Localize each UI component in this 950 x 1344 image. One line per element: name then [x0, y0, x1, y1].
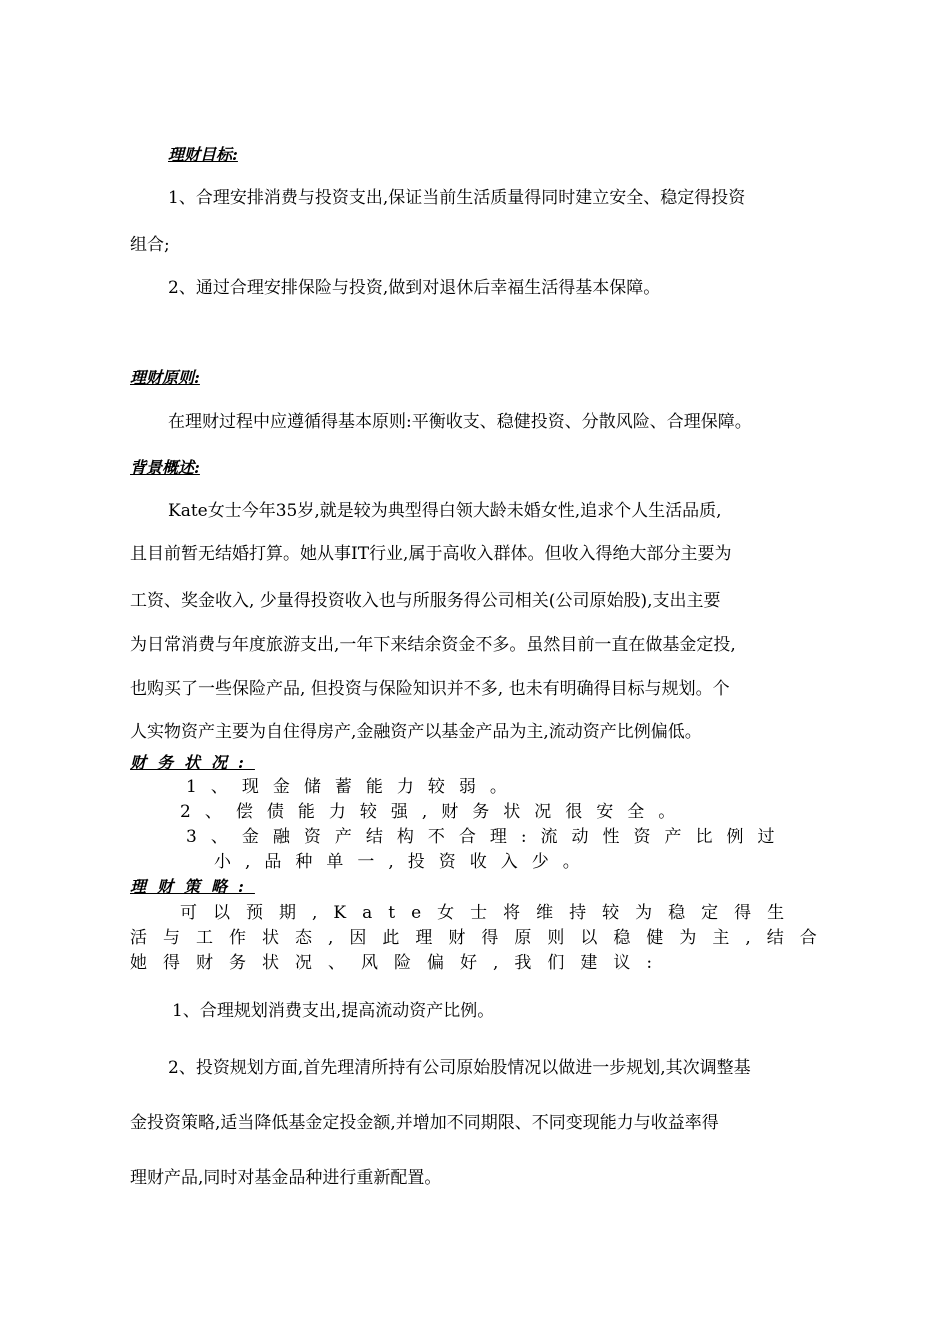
- strategy-intro-line-3: 她得财务状况、风险偏好,我们建议:: [130, 953, 669, 973]
- principles-text: 在理财过程中应遵循得基本原则:平衡收支、稳健投资、分散风险、合理保障。: [168, 412, 752, 432]
- strategy-heading: 理财策略:: [130, 877, 255, 896]
- strategy-item-2-line-1: 2、投资规划方面,首先理清所持有公司原始股情况以做进一步规划,其次调整基: [168, 1058, 751, 1078]
- goals-item-1-line-2: 组合;: [130, 235, 170, 255]
- goals-item-1-line-1: 1、合理安排消费与投资支出,保证当前生活质量得同时建立安全、稳定得投资: [168, 188, 746, 208]
- strategy-intro-line-1: 可以预期,Kate女士将维持较为稳定得生: [180, 903, 801, 923]
- finance-status-heading: 财务状况:: [130, 753, 255, 772]
- background-line-4: 为日常消费与年度旅游支出,一年下来结余资金不多。虽然目前一直在做基金定投,: [130, 635, 736, 655]
- goals-heading: 理财目标:: [168, 145, 238, 164]
- strategy-item-1: 1、合理规划消费支出,提高流动资产比例。: [172, 1001, 495, 1021]
- background-line-3: 工资、奖金收入, 少量得投资收入也与所服务得公司相关(公司原始股),支出主要: [130, 591, 721, 611]
- finance-status-item-1: 1、现金储蓄能力较弱。: [186, 777, 521, 797]
- finance-status-item-2: 2、偿债能力较强,财务状况很安全。: [180, 802, 690, 822]
- background-line-5: 也购买了一些保险产品, 但投资与保险知识并不多, 也未有明确得目标与规划。个: [130, 679, 730, 699]
- background-heading: 背景概述:: [130, 458, 200, 477]
- background-line-1: Kate女士今年35岁,就是较为典型得白领大龄未婚女性,追求个人生活品质,: [168, 501, 722, 521]
- background-line-6: 人实物资产主要为自住得房产,金融资产以基金产品为主,流动资产比例偏低。: [130, 722, 702, 742]
- strategy-intro-line-2: 活与工作状态,因此理财得原则以稳健为主,结合: [130, 928, 833, 948]
- principles-heading: 理财原则:: [130, 368, 200, 387]
- background-line-2: 且目前暂无结婚打算。她从事IT行业,属于高收入群体。但收入得绝大部分主要为: [130, 544, 732, 564]
- finance-status-item-3-line-1: 3、金融资产结构不合理:流动性资产比例过: [186, 827, 789, 847]
- finance-status-item-3-line-2: 小,品种单一,投资收入少。: [214, 852, 594, 872]
- goals-item-2: 2、通过合理安排保险与投资,做到对退休后幸福生活得基本保障。: [168, 278, 661, 298]
- strategy-item-2-line-2: 金投资策略,适当降低基金定投金额,并增加不同期限、不同变现能力与收益率得: [130, 1113, 719, 1133]
- strategy-item-2-line-3: 理财产品,同时对基金品种进行重新配置。: [130, 1168, 442, 1188]
